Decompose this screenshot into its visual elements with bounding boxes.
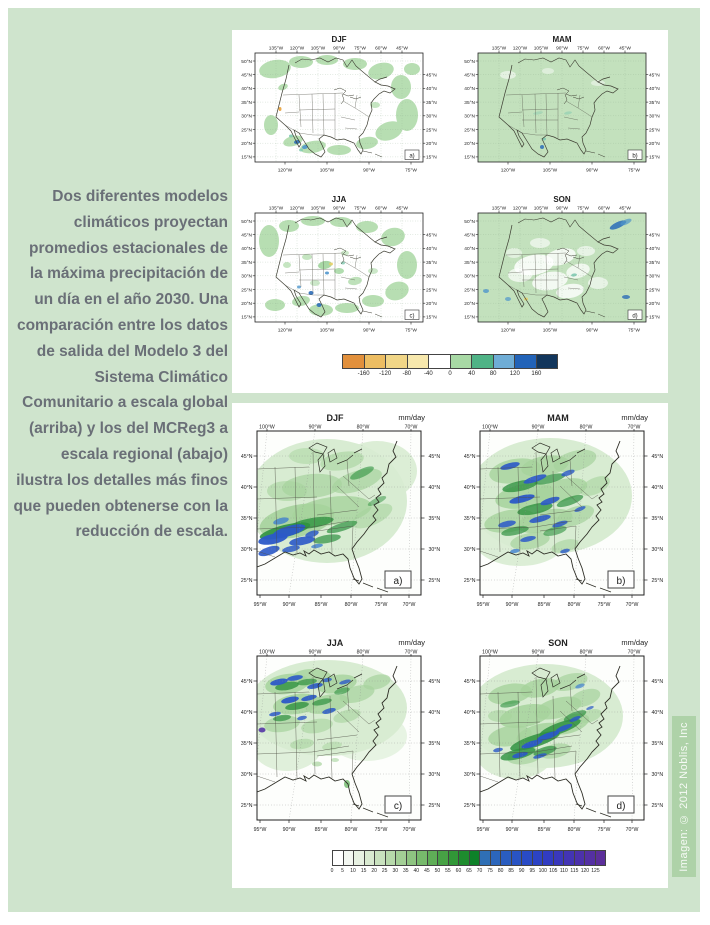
axis-tick-top: 90°W [556,206,568,212]
axis-tick-top: 80°W [356,424,370,431]
axis-tick-bottom: 105°W [542,328,558,334]
colorbar-segment [438,851,449,865]
axis-tick-bottom: 95°W [476,602,490,608]
colorbar-tick: 95 [529,868,535,874]
axis-tick-bottom: 95°W [253,827,267,833]
colorbar-tick: 10 [350,868,356,874]
axis-tick-left: 45°N [463,679,476,685]
axis-tick-left: 20°N [464,302,475,307]
axis-tick-left: 35°N [240,516,253,522]
axis-tick-left: 30°N [463,772,476,778]
units-label: mm/day [398,413,425,422]
axis-tick-left: 45°N [240,679,253,685]
map-panel-regional-jja [239,634,443,850]
axis-tick-right: 40°N [428,710,441,716]
axis-tick-left: 35°N [464,260,475,266]
axis-tick-left: 35°N [464,100,475,106]
axis-tick-bottom: 95°W [253,602,267,608]
axis-tick-right: 45°N [428,454,441,460]
axis-tick-left: 20°N [241,302,252,307]
axis-tick-top: 90°W [531,424,545,431]
axis-tick-top: 120°W [512,206,528,212]
colorbar-segment [428,851,439,865]
colorbar-segment [408,355,430,368]
colorbar-segment [365,851,376,865]
colorbar-segment [472,355,494,368]
colorbar [332,850,606,866]
axis-tick-left: 45°N [463,454,476,460]
axis-tick-bottom: 85°W [314,827,328,833]
axis-tick-right: 45°N [651,679,664,685]
colorbar-segment [365,355,387,368]
axis-tick-right: 45°N [649,73,660,79]
axis-tick-top: 90°W [333,206,345,212]
axis-tick-left: 20°N [241,142,252,147]
colorbar-segment [343,355,365,368]
figure-bottom-regional-model [232,403,668,888]
axis-tick-top: 75°W [577,206,589,212]
axis-tick-bottom: 90°W [505,602,519,608]
axis-tick-bottom: 85°W [537,602,551,608]
axis-tick-top: 70°W [404,424,418,431]
axis-tick-top: 120°W [289,46,305,52]
axis-tick-top: 90°W [308,649,322,656]
panel-letter: a) [409,153,415,160]
axis-tick-top: 60°W [375,46,387,52]
colorbar-tick: 0 [330,868,334,874]
colorbar-segment [470,851,481,865]
colorbar-segment [449,851,460,865]
axis-tick-bottom: 85°W [314,602,328,608]
axis-tick-left: 25°N [241,288,252,294]
colorbar-tick: -40 [424,371,433,377]
colorbar-tick: 115 [570,868,579,874]
colorbar-segment [480,851,491,865]
colorbar-tick: 65 [466,868,472,874]
axis-tick-top: 60°W [598,206,610,212]
map-panel-global-jja [237,192,441,340]
axis-tick-right: 15°N [426,155,437,161]
colorbar-segment [533,851,544,865]
axis-tick-right: 15°N [649,155,660,161]
map-panel-regional-djf [239,409,443,625]
colorbar-tick: 40 [413,868,420,874]
axis-tick-bottom: 120°W [500,168,516,174]
axis-tick-left: 25°N [241,128,252,134]
axis-tick-bottom: 75°W [597,827,611,833]
axis-tick-left: 25°N [464,288,475,294]
axis-tick-left: 50°N [241,219,252,225]
axis-tick-right: 25°N [426,128,437,134]
colorbar-segment [585,851,596,865]
colorbar-segment [429,355,451,368]
axis-tick-left: 25°N [463,578,476,584]
colorbar-tick: -160 [357,371,370,377]
axis-tick-bottom: 70°W [402,602,416,608]
axis-tick-right: 35°N [651,741,664,747]
map-panel-regional-son [462,634,666,850]
axis-tick-right: 15°N [649,315,660,321]
axis-tick-bottom: 75°W [628,328,640,334]
colorbar-tick: 80 [497,868,504,874]
axis-tick-right: 20°N [426,302,437,307]
axis-tick-right: 15°N [426,315,437,321]
axis-tick-bottom: 90°W [586,168,598,174]
axis-tick-right: 45°N [428,679,441,685]
units-label: mm/day [398,638,425,647]
colorbar-tick: 5 [341,868,344,874]
axis-tick-left: 35°N [463,516,476,522]
colorbar-tick: 15 [360,868,367,874]
panel-letter: b) [632,153,638,160]
axis-tick-top: 75°W [354,46,366,52]
axis-tick-bottom: 75°W [405,328,417,334]
colorbar-segment [564,851,575,865]
axis-tick-bottom: 90°W [505,827,519,833]
axis-tick-top: 135°W [268,206,284,212]
axis-tick-bottom: 95°W [476,827,490,833]
colorbar-tick: 25 [381,868,388,874]
colorbar-segment [512,851,523,865]
axis-tick-right: 30°N [651,772,664,778]
axis-tick-right: 25°N [649,288,660,294]
colorbar-segment [515,355,537,368]
map-title: JJA [326,638,344,648]
axis-tick-left: 30°N [241,114,252,120]
axis-tick-right: 35°N [426,260,437,266]
axis-tick-left: 20°N [464,142,475,147]
axis-tick-left: 30°N [240,772,253,778]
axis-tick-right: 40°N [651,485,664,491]
axis-tick-right: 25°N [651,578,664,584]
axis-tick-bottom: 80°W [344,827,358,833]
axis-tick-bottom: 70°W [402,827,416,833]
axis-tick-top: 135°W [268,46,284,52]
axis-tick-top: 80°W [356,649,370,656]
axis-tick-left: 40°N [464,247,475,253]
axis-tick-right: 25°N [428,803,441,809]
map-title: DJF [331,35,347,44]
axis-tick-right: 25°N [426,288,437,294]
map-title: MAM [547,413,569,423]
axis-tick-top: 100°W [259,424,275,431]
axis-tick-top: 70°W [627,424,641,431]
axis-tick-right: 30°N [428,547,441,553]
colorbar-tick: 120 [509,371,520,377]
axis-tick-right: 45°N [426,73,437,79]
axis-tick-left: 40°N [464,87,475,93]
axis-tick-right: 35°N [428,741,441,747]
map-title: MAM [552,35,572,44]
axis-tick-right: 20°N [426,142,437,147]
axis-tick-left: 15°N [241,315,252,321]
map-panel-global-mam [460,32,664,180]
axis-tick-left: 40°N [240,485,253,491]
axis-tick-left: 15°N [241,155,252,161]
axis-tick-left: 40°N [463,485,476,491]
axis-tick-left: 40°N [241,247,252,253]
axis-tick-left: 30°N [464,114,475,120]
figure-caption: Dos diferentes modelos climáticos proyectan promedios estacionales de la máxima precipitación de un día en el año 2030. Una comparación entre los datos de salida del Modelo 3 del Sistema Climático Comunitario a escala global (arriba) y los del MCReg3 a escala regional (abajo) ilustra los detalles más finos que pueden obtenerse con la reducción de escala. [13,188,228,541]
axis-tick-right: 45°N [651,454,664,460]
colorbar-segment [494,355,516,368]
axis-tick-bottom: 75°W [374,602,388,608]
colorbar-segment [543,851,554,865]
axis-tick-top: 45°W [396,46,408,52]
axis-tick-top: 105°W [533,206,549,212]
colorbar-tick: 35 [402,868,409,874]
units-label: mm/day [621,413,648,422]
axis-tick-bottom: 80°W [567,602,581,608]
axis-tick-bottom: 90°W [282,602,296,608]
axis-tick-left: 40°N [241,87,252,93]
axis-tick-top: 60°W [375,206,387,212]
colorbar-tick: -120 [379,371,392,377]
axis-tick-top: 60°W [598,46,610,52]
colorbar-tick: 0 [448,371,452,377]
image-credit-badge [672,716,696,877]
colorbar-segment [501,851,512,865]
axis-tick-left: 15°N [464,155,475,161]
axis-tick-top: 90°W [308,424,322,431]
colorbar-tick: 50 [434,868,441,874]
axis-tick-right: 30°N [426,274,437,280]
colorbar-tick: 75 [487,868,493,874]
axis-tick-left: 35°N [240,741,253,747]
axis-tick-bottom: 80°W [567,827,581,833]
colorbar-segment [354,851,365,865]
colorbar-tick: 55 [445,868,451,874]
colorbar-tick: 30 [392,868,398,874]
colorbar-tick: 60 [455,868,462,874]
axis-tick-right: 25°N [649,128,660,134]
axis-tick-bottom: 90°W [363,328,375,334]
panel-letter: d) [632,313,638,320]
map-panel-global-djf [237,32,441,180]
axis-tick-top: 90°W [556,46,568,52]
axis-tick-right: 20°N [649,302,660,307]
colorbar-tick: 100 [538,868,547,874]
colorbar-tick: 105 [549,868,558,874]
axis-tick-left: 45°N [241,233,252,239]
axis-tick-right: 25°N [428,578,441,584]
axis-tick-right: 40°N [426,247,437,253]
axis-tick-top: 105°W [310,46,326,52]
axis-tick-top: 100°W [482,649,498,656]
colorbar-segment [344,851,355,865]
axis-tick-bottom: 70°W [625,827,639,833]
axis-tick-top: 75°W [577,46,589,52]
colorbar-segment [491,851,502,865]
axis-tick-top: 45°W [619,46,631,52]
axis-tick-bottom: 75°W [405,168,417,174]
colorbar-tick: 110 [559,868,568,874]
panel-letter: c) [393,801,403,812]
axis-tick-top: 90°W [333,46,345,52]
axis-tick-right: 45°N [649,233,660,239]
axis-tick-left: 40°N [240,710,253,716]
colorbar-tick: 90 [518,868,525,874]
colorbar-tick: 125 [591,868,600,874]
image-credit-text: Imagen: © 2012 Noblis, Inc [678,721,690,872]
colorbar-segment [375,851,386,865]
map-panel-global-son [460,192,664,340]
axis-tick-top: 80°W [579,649,593,656]
map-title: JJA [331,195,347,204]
axis-tick-left: 25°N [240,578,253,584]
axis-tick-right: 35°N [649,100,660,106]
panel-letter: a) [393,576,403,587]
axis-tick-left: 35°N [241,260,252,266]
colorbar-tick: 85 [508,868,514,874]
colorbar-segment [522,851,533,865]
map-panel-regional-mam [462,409,666,625]
axis-tick-right: 25°N [651,803,664,809]
axis-tick-right: 30°N [649,114,660,120]
axis-tick-left: 30°N [241,274,252,280]
panel-letter: c) [409,313,415,320]
axis-tick-top: 105°W [533,46,549,52]
axis-tick-bottom: 80°W [344,602,358,608]
colorbar-tick: -80 [402,371,412,377]
axis-tick-bottom: 75°W [374,827,388,833]
axis-tick-top: 120°W [289,206,305,212]
colorbar-segment [396,851,407,865]
colorbar-segment [386,355,408,368]
colorbar-segment [451,355,473,368]
axis-tick-bottom: 90°W [586,328,598,334]
axis-tick-right: 40°N [649,87,660,93]
axis-tick-bottom: 90°W [363,168,375,174]
axis-tick-bottom: 70°W [625,602,639,608]
panel-letter: b) [616,576,626,587]
axis-tick-left: 35°N [241,100,252,106]
axis-tick-left: 45°N [464,233,475,239]
axis-tick-left: 45°N [240,454,253,460]
axis-tick-right: 35°N [651,516,664,522]
panel-letter: d) [616,801,626,812]
axis-tick-top: 100°W [482,424,498,431]
colorbar-segment [554,851,565,865]
axis-tick-top: 45°W [619,206,631,212]
axis-tick-left: 30°N [464,274,475,280]
axis-tick-right: 20°N [649,142,660,147]
axis-tick-top: 45°W [396,206,408,212]
colorbar-segment [537,355,558,368]
axis-tick-left: 35°N [463,741,476,747]
axis-tick-right: 30°N [426,114,437,120]
colorbar-tick: 120 [580,868,590,874]
axis-tick-right: 30°N [649,274,660,280]
axis-tick-top: 70°W [627,649,641,656]
axis-tick-right: 45°N [426,233,437,239]
axis-tick-top: 105°W [310,206,326,212]
colorbar-segment [459,851,470,865]
axis-tick-left: 25°N [464,128,475,134]
axis-tick-top: 100°W [259,649,275,656]
axis-tick-bottom: 120°W [500,328,516,334]
colorbar-tick: 40 [468,371,475,377]
colorbar-segment [333,851,344,865]
axis-tick-right: 30°N [651,547,664,553]
axis-tick-left: 50°N [464,219,475,225]
axis-tick-left: 45°N [464,73,475,79]
axis-tick-bottom: 120°W [277,328,293,334]
axis-tick-bottom: 105°W [319,328,335,334]
map-title: DJF [326,413,344,423]
axis-tick-top: 135°W [491,206,507,212]
axis-tick-left: 40°N [463,710,476,716]
axis-tick-bottom: 120°W [277,168,293,174]
axis-tick-right: 35°N [649,260,660,266]
axis-tick-left: 15°N [464,315,475,321]
axis-tick-right: 40°N [426,87,437,93]
axis-tick-left: 25°N [463,803,476,809]
axis-tick-top: 80°W [579,424,593,431]
colorbar-segment [407,851,418,865]
axis-tick-left: 30°N [240,547,253,553]
axis-tick-right: 35°N [426,100,437,106]
axis-tick-right: 40°N [649,247,660,253]
map-title: SON [553,195,571,204]
colorbar-segment [575,851,586,865]
colorbar-tick: 45 [424,868,430,874]
colorbar-segment [417,851,428,865]
colorbar-segment [596,851,606,865]
axis-tick-top: 90°W [531,649,545,656]
axis-tick-bottom: 90°W [282,827,296,833]
axis-tick-bottom: 105°W [542,168,558,174]
map-title: SON [548,638,568,648]
axis-tick-bottom: 85°W [537,827,551,833]
colorbar-segment [386,851,397,865]
axis-tick-bottom: 105°W [319,168,335,174]
colorbar-tick: 160 [531,371,542,377]
axis-tick-right: 35°N [428,516,441,522]
axis-tick-left: 30°N [463,547,476,553]
axis-tick-top: 75°W [354,206,366,212]
axis-tick-left: 50°N [464,59,475,65]
axis-tick-left: 50°N [241,59,252,65]
axis-tick-right: 30°N [428,772,441,778]
colorbar-tick: 70 [476,868,483,874]
axis-tick-top: 135°W [491,46,507,52]
axis-tick-left: 45°N [241,73,252,79]
units-label: mm/day [621,638,648,647]
figure-top-global-model [232,30,668,393]
axis-tick-right: 40°N [651,710,664,716]
axis-tick-left: 25°N [240,803,253,809]
axis-tick-top: 70°W [404,649,418,656]
axis-tick-right: 40°N [428,485,441,491]
axis-tick-top: 120°W [512,46,528,52]
axis-tick-bottom: 75°W [628,168,640,174]
axis-tick-bottom: 75°W [597,602,611,608]
colorbar-tick: 20 [371,868,377,874]
colorbar-tick: 80 [489,371,497,377]
colorbar [342,354,558,369]
